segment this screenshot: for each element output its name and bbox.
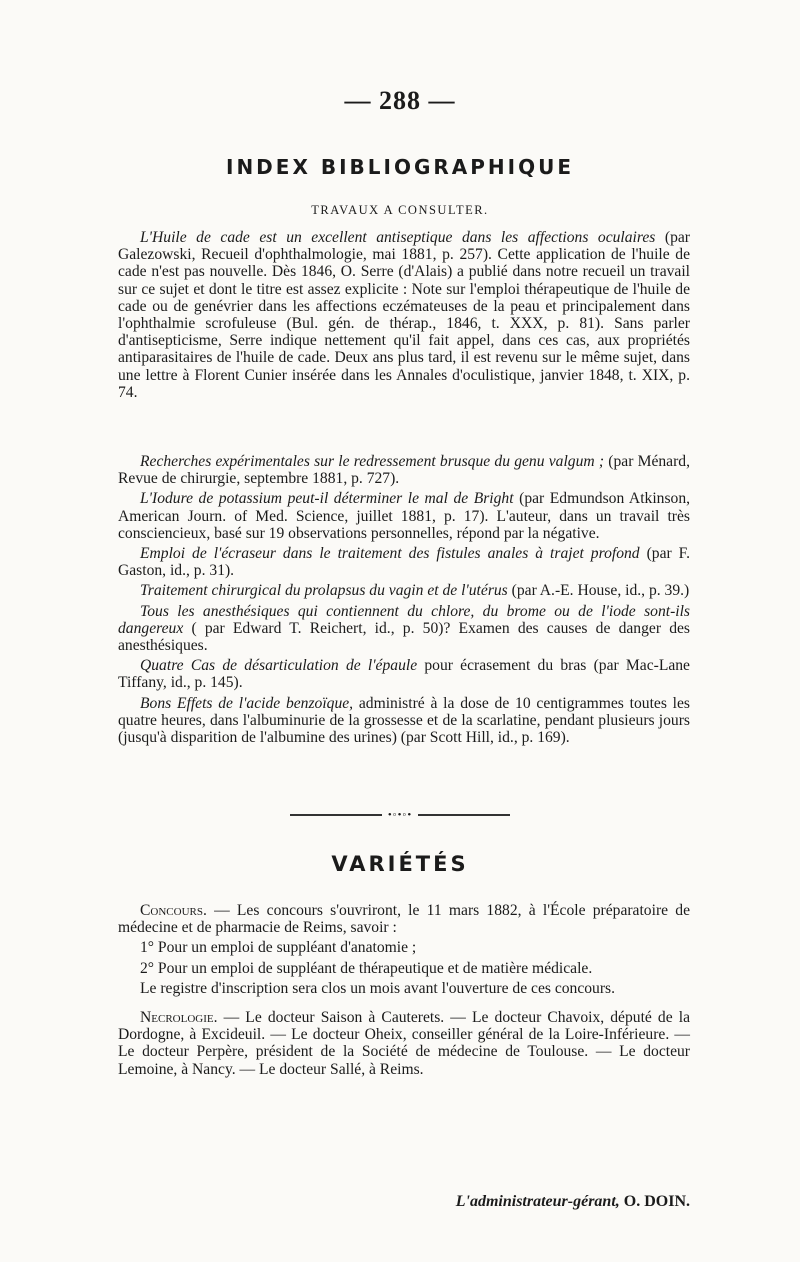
bibliography-entry [118, 490, 690, 542]
entry-text: administré à la dose de 10 centigrammes toutes les quatre heures, dans l'albuminurie de la grossesse et de la scarlatine, pendant plusieurs jours (jusqu'à disparition de l'albumine des urines) (par Scott Hill, id., p. 169). [118, 694, 691, 747]
signature-role: L'administrateur-gérant, [455, 1193, 620, 1210]
paragraph-text: 2° Pour un emploi de suppléant de thérapeutique et de matière médicale. [140, 959, 593, 977]
varietes-block [118, 902, 690, 1078]
varietes-paragraph [118, 960, 690, 977]
bibliography-entry [118, 657, 690, 691]
signature [118, 1193, 690, 1211]
bibliography-block-2 [118, 453, 690, 746]
entry-title: Emploi de l'écraseur dans le traitement des fistules anales à trajet profond [140, 545, 640, 563]
entry-title: Tous les anesthésiques qui contiennent du chlore, du brome ou de l'iode sont-ils dangereux [118, 602, 690, 637]
entry-text: (par F. Gaston, id., p. 31). [118, 545, 690, 580]
varietes-title: VARIÉTÉS [331, 852, 469, 876]
bibliography-entry [118, 545, 690, 579]
varietes-paragraph [118, 980, 690, 997]
divider-line-right [418, 814, 510, 816]
entry-title: Bons Effets de l'acide benzoïque, [140, 694, 354, 712]
page-number: — 288 — [344, 86, 456, 115]
entry-title: Recherches expérimentales sur le redressement brusque du genu valgum ; [140, 453, 605, 470]
bibliography-entry [118, 453, 690, 487]
paragraph-text: Le registre d'inscription sera clos un mois avant l'ouverture de ces concours. [140, 979, 616, 997]
entry-title: Quatre Cas de désarticulation de l'épaule [140, 657, 418, 675]
bibliography-entry [118, 582, 690, 599]
entry-title: L'Iodure de potassium peut-il déterminer le mal de Bright [140, 490, 514, 508]
paragraph-label: Necrologie. [140, 1009, 218, 1027]
varietes-paragraph [118, 1009, 690, 1078]
entry-text: (par A.-E. House, id., p. 39.) [511, 582, 690, 600]
bibliography-entry [118, 229, 690, 401]
varietes-paragraph [118, 902, 690, 936]
entry-text: (par Galezowski, Recueil d'ophthalmologie, mai 1881, p. 257). Cette application de l'huile de cade n'est pas nouvelle. Dès 1846, O. Serre (d'Alais) a publié dans notre recueil un travail sur ce sujet et dont le titre est assez explicite : Note sur l'emploi thérapeutique de l'huile de cade ou de genévrier dans les affections eczémateuses de la peau et principalement dans l'ophthalmie scrofuleuse (Bul. gén. de thérap., 1846, t. XXX, p. 81). Sans parler d'antisepticisme, Serre indique nettement qu'il fait appel, dans ces cas, aux propriétés antiparasitaires de l'huile de cade. Deux ans plus tard, il est revenu sur le même sujet, dans une lettre à Florent Cunier insérée dans les Annales d'oculistique, janvier 1848, t. XIX, p. 74. [118, 229, 690, 401]
bibliography-entry [118, 695, 690, 747]
bibliography-block-1 [118, 229, 690, 401]
paragraph-text: 1° Pour un emploi de suppléant d'anatomie ; [140, 939, 417, 957]
entry-text: (par Ménard, Revue de chirurgie, septembre 1881, p. 727). [118, 453, 690, 488]
travaux-subtitle: TRAVAUX A CONSULTER. [311, 203, 489, 217]
paragraph-label: Concours. [140, 902, 207, 919]
entry-title: Traitement chirurgical du prolapsus du vagin et de l'utérus [140, 582, 508, 600]
section-divider-ornament [290, 808, 510, 822]
index-title: INDEX BIBLIOGRAPHIQUE [226, 155, 574, 179]
varietes-paragraph [118, 939, 690, 956]
signature-name: O. DOIN. [623, 1193, 690, 1210]
entry-text: ( par Edward T. Reichert, id., p. 50)? Examen des causes de danger des anesthésiques. [118, 619, 690, 655]
entry-text: pour écrasement du bras (par Mac-Lane Tiffany, id., p. 145). [118, 657, 690, 692]
bibliography-entry [118, 603, 690, 655]
entry-title: L'Huile de cade est un excellent antiseptique dans les affections oculaires [140, 229, 656, 246]
paragraph-text: — Le docteur Saison à Cauterets. — Le docteur Chavoix, député de la Dordogne, à Excideuil. — Le docteur Oheix, conseiller général de la Loire-Inférieure. — Le docteur Perpère, président de la Société de médecine de Toulouse. — Le docteur Lemoine, à Nancy. — Le docteur Sallé, à Reims. [118, 1009, 690, 1078]
entry-text: (par Edmundson Atkinson, American Journ. of Med. Science, juillet 1881, p. 17). L'auteur, dans un travail très consciencieux, basé sur 19 observations personnelles, répond par la négative. [118, 490, 691, 542]
paragraph-text: — Les concours s'ouvriront, le 11 mars 1882, à l'École préparatoire de médecine et de pharmacie de Reims, savoir : [118, 902, 690, 937]
divider-line-left [290, 814, 382, 816]
divider-ornament-glyph: •◦•◦• [387, 809, 413, 821]
